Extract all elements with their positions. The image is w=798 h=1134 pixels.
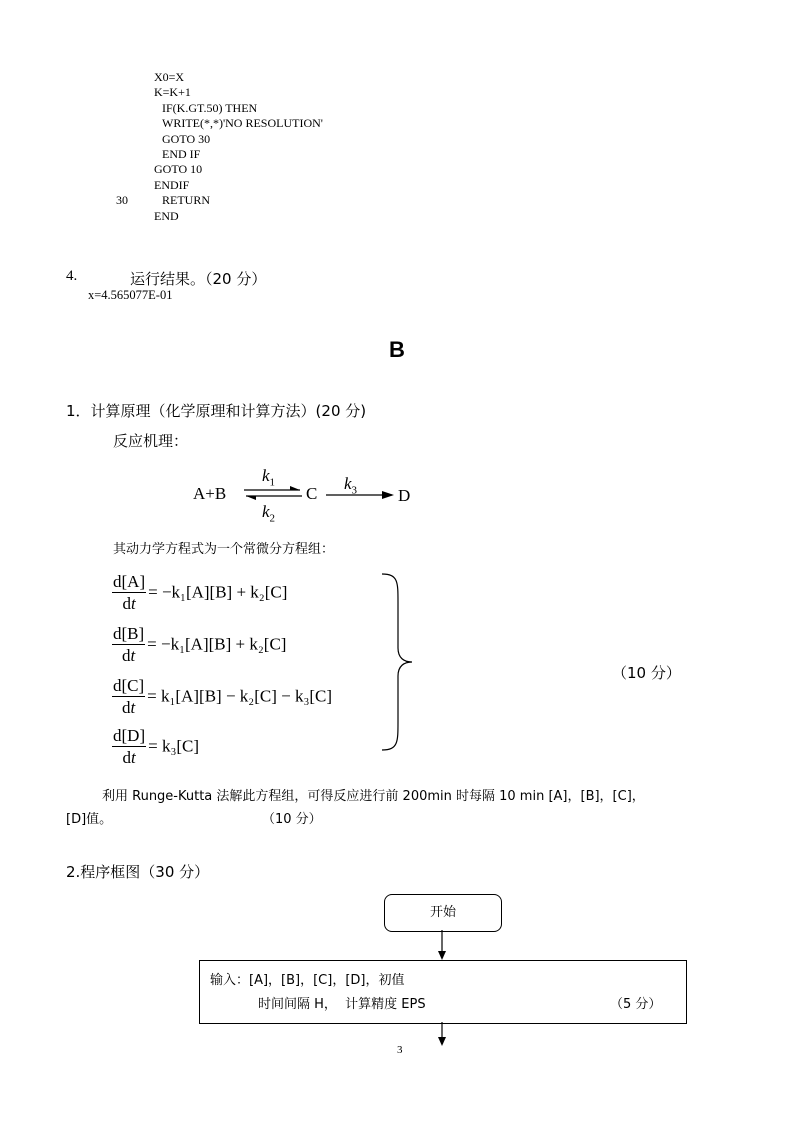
method-line-2: [D]值。 <box>66 812 113 827</box>
method-line-1: 利用 Runge-Kutta 法解此方程组，可得反应进行前 200min 时每隔 10 min [A]，[B]，[C]， <box>102 789 645 804</box>
rate-constant-k2: $k_2$ <box>262 502 276 525</box>
ode-intro: 其动力学方程式为一个常微分方程组： <box>113 542 335 557</box>
code-line: RETURN <box>162 193 210 208</box>
equation-rhs: = −k₁[A][B] + k₂[C] <box>147 634 287 654</box>
mechanism-label: 反应机理： <box>113 432 189 450</box>
derivative-fraction <box>112 726 146 767</box>
ode-equation <box>112 676 332 717</box>
input-score: （5 分） <box>610 997 662 1012</box>
code-line: END IF <box>162 147 201 161</box>
fraction-denominator: dt <box>121 646 136 665</box>
derivative-fraction <box>112 624 145 665</box>
flow-arrow-1 <box>436 930 448 960</box>
code-line: ENDIF <box>154 177 190 192</box>
method-score: （10 分） <box>262 812 322 827</box>
forward-arrow <box>324 490 396 502</box>
input-box <box>199 960 687 1024</box>
item-2-title: 2.程序框图（30 分） <box>66 863 210 881</box>
equation-rhs: = k₃[C] <box>148 736 200 756</box>
section-4-title: 运行结果。（20 分） <box>130 270 267 288</box>
item-1-title: 1．计算原理（化学原理和计算方法）(20 分) <box>66 402 367 420</box>
input-line-2: 时间间隔 H， 计算精度 EPS <box>258 997 426 1012</box>
fraction-numerator: d[C] <box>113 676 145 695</box>
code-line: GOTO 10 <box>154 162 203 177</box>
fraction-denominator: dt <box>122 594 136 613</box>
rate-constant-k1: $k_1$ <box>262 466 276 489</box>
fraction-denominator: dt <box>121 698 136 717</box>
rate-constant-k3: $k_3$ <box>344 474 358 497</box>
derivative-fraction <box>112 572 146 613</box>
intermediate-c: C <box>306 484 318 503</box>
fraction-numerator: d[B] <box>113 624 145 643</box>
equilibrium-arrows <box>242 484 304 502</box>
start-node <box>384 894 502 932</box>
fraction-denominator: dt <box>122 748 136 767</box>
code-line: END <box>154 208 179 223</box>
code-line: WRITE(*,*)'NO RESOLUTION' <box>162 116 323 131</box>
derivative-fraction <box>112 676 145 717</box>
right-brace <box>378 572 418 752</box>
start-label: 开始 <box>429 905 456 920</box>
equations-score: （10 分） <box>612 664 681 682</box>
section-4-number: 4. <box>66 268 78 284</box>
run-result: x=4.565077E-01 <box>88 288 173 302</box>
code-line: IF(K.GT.50) THEN <box>162 100 258 115</box>
section-b-heading: B <box>389 337 405 362</box>
page-number: 3 <box>397 1044 403 1056</box>
code-line: K=K+1 <box>154 85 191 100</box>
reactants: A+B <box>193 484 227 503</box>
product-d: D <box>398 486 411 505</box>
ode-equation <box>112 572 287 613</box>
flow-arrow-2 <box>436 1022 448 1046</box>
ode-equation <box>112 624 286 665</box>
fraction-numerator: d[D] <box>113 726 146 745</box>
fraction-numerator: d[A] <box>113 572 146 591</box>
code-line: X0=X <box>154 70 185 84</box>
input-line-1: 输入：[A]，[B]，[C]，[D]，初值 <box>210 973 405 988</box>
equation-rhs: = k₁[A][B] − k₂[C] − k₃[C] <box>147 686 333 706</box>
code-statement-label: 30 <box>116 193 128 208</box>
code-line: GOTO 30 <box>162 131 211 146</box>
ode-equation <box>112 726 199 767</box>
equation-rhs: = −k₁[A][B] + k₂[C] <box>148 582 288 602</box>
